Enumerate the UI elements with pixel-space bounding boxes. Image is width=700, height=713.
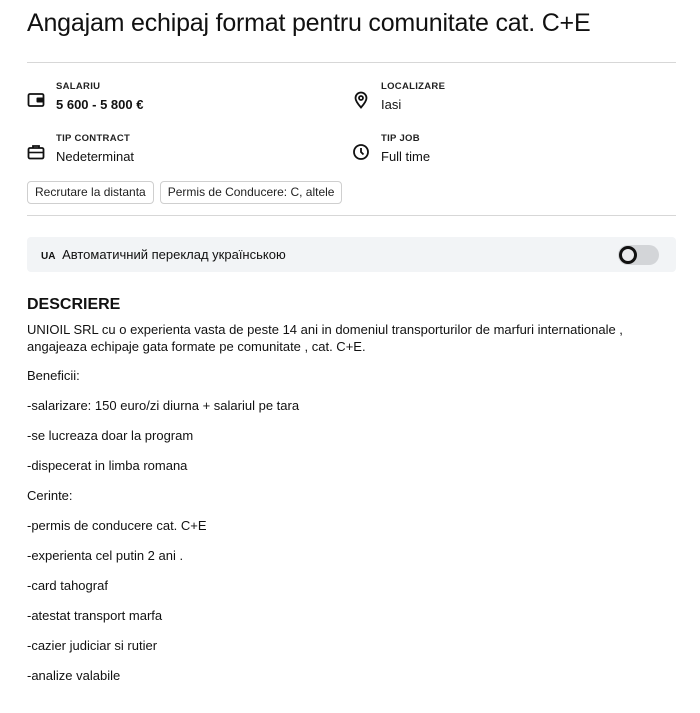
- fact-contract: [27, 133, 134, 167]
- description-line: -atestat transport marfa: [27, 608, 163, 623]
- translate-label: UA Автоматичний переклад українською: [41, 247, 286, 262]
- description-line: -permis de conducere cat. C+E: [27, 518, 207, 533]
- description-body: [27, 321, 676, 684]
- tag-driving-license[interactable]: Permis de Conducere: C, altele: [160, 181, 343, 204]
- translate-toggle[interactable]: [618, 245, 659, 265]
- description-line: -dispecerat in limba romana: [27, 458, 188, 473]
- map-pin-icon: [352, 91, 370, 109]
- description-line: -card tahograf: [27, 578, 108, 593]
- job-type-value: Full time: [381, 149, 431, 164]
- description-line: -se lucreaza doar la program: [27, 428, 194, 443]
- description-line: Beneficii:: [27, 368, 80, 383]
- toggle-knob: [619, 246, 637, 264]
- job-facts: [27, 63, 676, 181]
- description-line: -analize valabile: [27, 668, 121, 683]
- location-value: Iasi: [381, 97, 402, 112]
- fact-location: [352, 81, 445, 115]
- fact-label: TIP CONTRACT: [56, 133, 131, 144]
- divider: [27, 215, 676, 216]
- clock-icon: [352, 143, 370, 161]
- contract-value: Nedeterminat: [56, 149, 135, 164]
- description-line: -experienta cel putin 2 ani .: [27, 548, 184, 563]
- description-line: -cazier judiciar si rutier: [27, 638, 158, 653]
- tag-remote-recruitment[interactable]: Recrutare la distanta: [27, 181, 154, 204]
- fact-label: SALARIU: [56, 81, 101, 92]
- fact-label: LOCALIZARE: [381, 81, 446, 92]
- auto-translate-bar: [27, 237, 676, 272]
- description-intro: UNIOIL SRL cu o experienta vasta de peste 14 ani in domeniul transporturilor de marfuri internationale , angajeaza echipaje gata formate pe comunitate , cat. C+E.: [27, 322, 623, 354]
- salary-value: 5 600 - 5 800 €: [56, 97, 144, 112]
- briefcase-icon: [27, 143, 45, 161]
- description-line: -salarizare: 150 euro/zi diurna + salariul pe tara: [27, 398, 300, 413]
- wallet-icon: [27, 91, 45, 109]
- fact-job-type: [352, 133, 430, 167]
- fact-salary: [27, 81, 143, 115]
- tag-list: [27, 181, 676, 215]
- fact-label: TIP JOB: [381, 133, 420, 144]
- ua-badge: UA: [41, 251, 56, 262]
- page-title: Angajam echipaj format pentru comunitate cat. C+E: [27, 9, 591, 37]
- description-line: Cerinte:: [27, 488, 73, 503]
- description-heading: DESCRIERE: [27, 296, 121, 313]
